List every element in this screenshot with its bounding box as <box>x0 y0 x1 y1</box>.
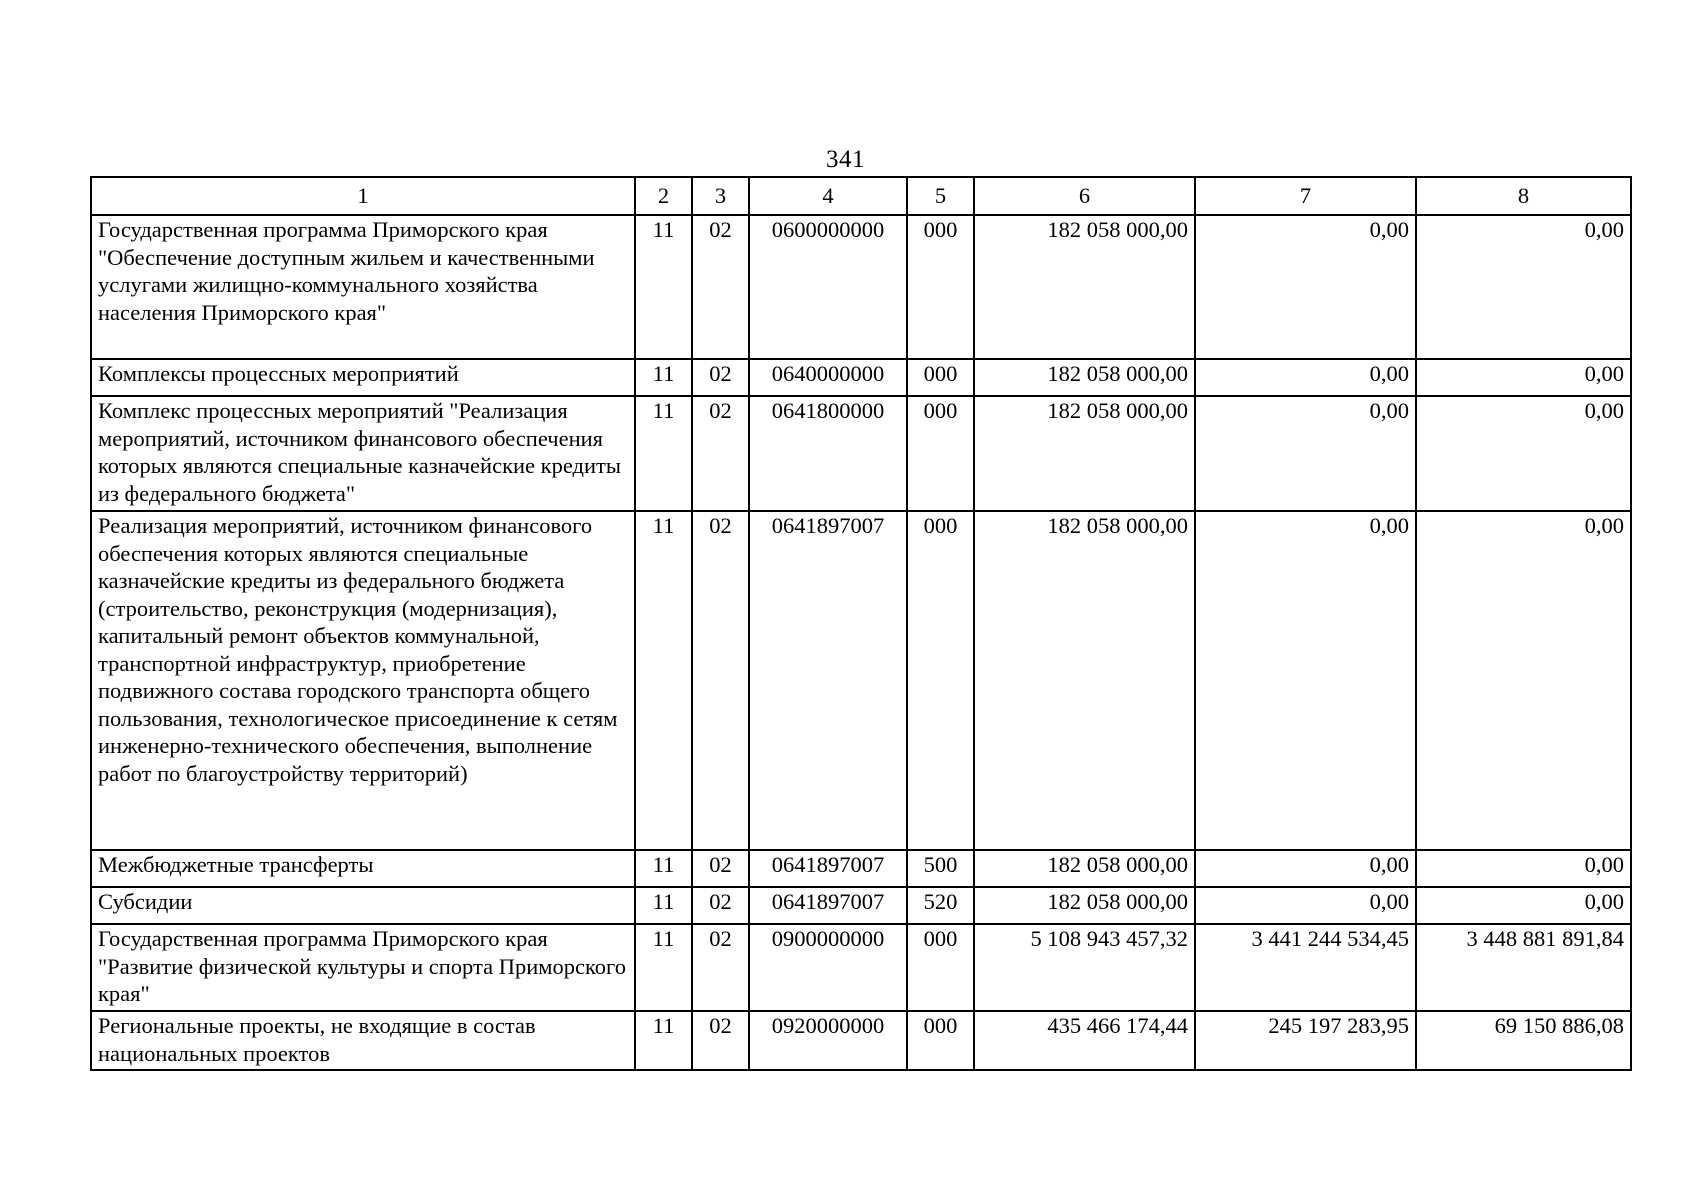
column-header: 6 <box>974 177 1195 215</box>
cell-subsection: 02 <box>692 359 749 396</box>
cell-expense-type: 000 <box>907 359 974 396</box>
cell-expense-type: 000 <box>907 396 974 511</box>
table-row <box>91 850 1631 887</box>
cell-section: 11 <box>635 1011 692 1070</box>
row-name: Субсидии <box>91 887 635 924</box>
cell-target-article: 0641897007 <box>749 887 907 924</box>
table-row <box>91 1011 1631 1070</box>
cell-section: 11 <box>635 215 692 359</box>
cell-amount-6: 182 058 000,00 <box>974 359 1195 396</box>
cell-amount-8: 69 150 886,08 <box>1416 1011 1631 1070</box>
row-name: Комплекс процессных мероприятий "Реализация мероприятий, источником финансового обеспечения которых являются специальные казначейские кредиты из федерального бюджета" <box>91 396 635 511</box>
cell-target-article: 0920000000 <box>749 1011 907 1070</box>
cell-section: 11 <box>635 887 692 924</box>
table-row <box>91 511 1631 850</box>
column-header: 8 <box>1416 177 1631 215</box>
cell-target-article: 0641800000 <box>749 396 907 511</box>
table-row <box>91 215 1631 359</box>
row-name: Межбюджетные трансферты <box>91 850 635 887</box>
cell-expense-type: 000 <box>907 215 974 359</box>
cell-target-article: 0640000000 <box>749 359 907 396</box>
table-row <box>91 924 1631 1011</box>
cell-target-article: 0900000000 <box>749 924 907 1011</box>
cell-section: 11 <box>635 359 692 396</box>
cell-subsection: 02 <box>692 1011 749 1070</box>
cell-amount-7: 3 441 244 534,45 <box>1195 924 1416 1011</box>
cell-amount-8: 0,00 <box>1416 215 1631 359</box>
cell-expense-type: 520 <box>907 887 974 924</box>
cell-target-article: 0641897007 <box>749 850 907 887</box>
budget-table <box>90 176 1632 1071</box>
cell-section: 11 <box>635 511 692 850</box>
cell-subsection: 02 <box>692 511 749 850</box>
table-row <box>91 396 1631 511</box>
cell-amount-6: 182 058 000,00 <box>974 887 1195 924</box>
cell-amount-8: 0,00 <box>1416 511 1631 850</box>
cell-section: 11 <box>635 396 692 511</box>
cell-amount-7: 245 197 283,95 <box>1195 1011 1416 1070</box>
cell-amount-7: 0,00 <box>1195 511 1416 850</box>
cell-amount-6: 182 058 000,00 <box>974 396 1195 511</box>
cell-expense-type: 500 <box>907 850 974 887</box>
cell-amount-8: 0,00 <box>1416 887 1631 924</box>
cell-subsection: 02 <box>692 396 749 511</box>
cell-amount-8: 0,00 <box>1416 850 1631 887</box>
cell-amount-6: 182 058 000,00 <box>974 511 1195 850</box>
column-header: 4 <box>749 177 907 215</box>
cell-section: 11 <box>635 924 692 1011</box>
column-header: 7 <box>1195 177 1416 215</box>
cell-subsection: 02 <box>692 924 749 1011</box>
row-name: Региональные проекты, не входящие в состав национальных проектов <box>91 1011 635 1070</box>
row-name: Реализация мероприятий, источником финансового обеспечения которых являются специальные казначейские кредиты из федерального бюджета (строительство, реконструкция (модернизация), капитальный ремонт объектов коммунальной, транспортной инфраструктур, приобретение подвижного состава городского транспорта общего пользования, технологическое присоединение к сетям инженерно-технического обеспечения, выполнение работ по благоустройству территорий) <box>91 511 635 850</box>
row-name: Государственная программа Приморского края "Обеспечение доступным жильем и качественными услугами жилищно-коммунального хозяйства населения Приморского края" <box>91 215 635 359</box>
cell-amount-8: 3 448 881 891,84 <box>1416 924 1631 1011</box>
page-number: 341 <box>826 146 865 173</box>
cell-subsection: 02 <box>692 215 749 359</box>
table-row <box>91 359 1631 396</box>
cell-amount-6: 5 108 943 457,32 <box>974 924 1195 1011</box>
cell-target-article: 0600000000 <box>749 215 907 359</box>
cell-amount-6: 435 466 174,44 <box>974 1011 1195 1070</box>
column-header: 5 <box>907 177 974 215</box>
row-name: Комплексы процессных мероприятий <box>91 359 635 396</box>
cell-amount-7: 0,00 <box>1195 215 1416 359</box>
cell-amount-7: 0,00 <box>1195 396 1416 511</box>
column-header: 2 <box>635 177 692 215</box>
cell-expense-type: 000 <box>907 1011 974 1070</box>
cell-expense-type: 000 <box>907 511 974 850</box>
table-row <box>91 887 1631 924</box>
cell-subsection: 02 <box>692 887 749 924</box>
cell-amount-7: 0,00 <box>1195 887 1416 924</box>
cell-amount-7: 0,00 <box>1195 850 1416 887</box>
cell-section: 11 <box>635 850 692 887</box>
cell-amount-6: 182 058 000,00 <box>974 215 1195 359</box>
cell-amount-7: 0,00 <box>1195 359 1416 396</box>
cell-amount-6: 182 058 000,00 <box>974 850 1195 887</box>
cell-subsection: 02 <box>692 850 749 887</box>
cell-expense-type: 000 <box>907 924 974 1011</box>
cell-amount-8: 0,00 <box>1416 359 1631 396</box>
cell-amount-8: 0,00 <box>1416 396 1631 511</box>
header-row <box>91 177 1631 215</box>
cell-target-article: 0641897007 <box>749 511 907 850</box>
column-header: 3 <box>692 177 749 215</box>
column-header: 1 <box>91 177 635 215</box>
row-name: Государственная программа Приморского края "Развитие физической культуры и спорта Приморского края" <box>91 924 635 1011</box>
